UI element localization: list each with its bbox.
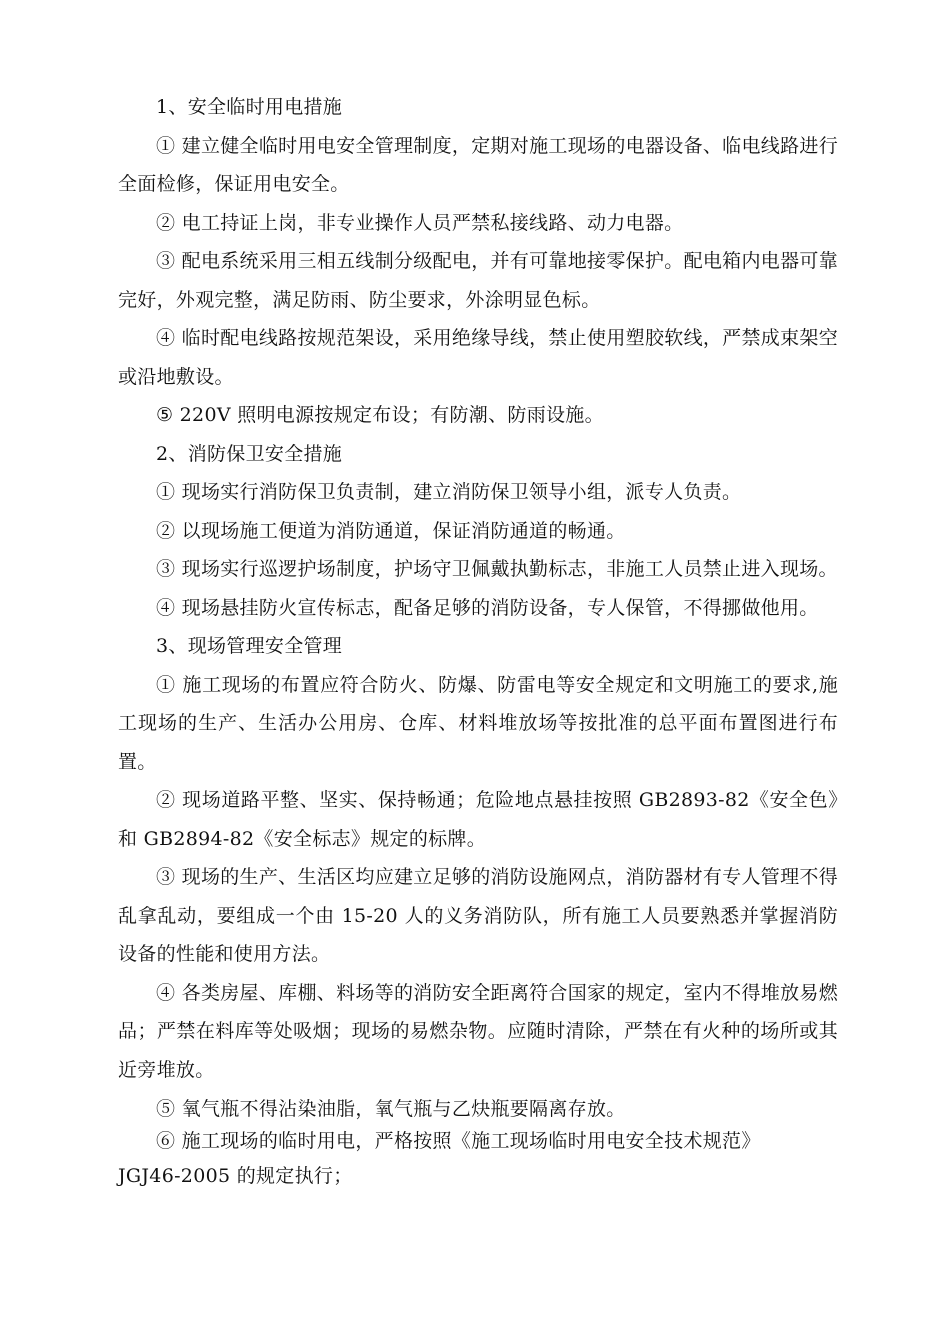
paragraph: ⑤ 220V 照明电源按规定布设；有防潮、防雨设施。 [156,404,604,426]
paragraph: ④ 各类房屋、库棚、料场等的消防安全距离符合国家的规定，室内不得堆放易燃品；严禁在料库等处吸烟；现场的易燃杂物。应随时清除，严禁在有火种的场所或其近旁堆放。 [118,981,838,1081]
paragraph: ④ 临时配电线路按规范架设，采用绝缘导线，禁止使用塑胶软线，严禁成束架空或沿地敷设。 [118,327,838,388]
document-body [118,88,838,1196]
paragraph: ④ 现场悬挂防火宣传标志，配备足够的消防设备，专人保管，不得挪做他用。 [156,596,819,619]
paragraph: ③ 现场实行巡逻护场制度，护场守卫佩戴执勤标志，非施工人员禁止进入现场。 [156,558,838,580]
section-heading-1: 1、安全临时用电措施 [156,96,343,118]
paragraph: ① 建立健全临时用电安全管理制度，定期对施工现场的电器设备、临电线路进行全面检修，保证用电安全。 [118,134,838,195]
paragraph: ① 施工现场的布置应符合防火、防爆、防雷电等安全规定和文明施工的要求,施工现场的生产、生活办公用房、仓库、材料堆放场等按批准的总平面布置图进行布置。 [118,673,838,773]
paragraph: ⑥ 施工现场的临时用电，严格按照《施工现场临时用电安全技术规范》 [156,1130,761,1152]
paragraph-continuation: JGJ46-2005 的规定执行； [118,1165,353,1187]
paragraph: ③ 配电系统采用三相五线制分级配电，并有可靠地接零保护。配电箱内电器可靠完好，外观完整，满足防雨、防尘要求，外涂明显色标。 [118,250,838,311]
paragraph: ② 现场道路平整、坚实、保持畅通；危险地点悬挂按照 GB2893-82《安全色》和 GB2894-82《安全标志》规定的标牌。 [118,789,838,850]
section-heading-3: 3、现场管理安全管理 [156,635,343,657]
paragraph: ① 现场实行消防保卫负责制，建立消防保卫领导小组，派专人负责。 [156,481,742,503]
paragraph: ② 电工持证上岗，非专业操作人员严禁私接线路、动力电器。 [156,211,684,234]
paragraph: ③ 现场的生产、生活区均应建立足够的消防设施网点，消防器材有专人管理不得乱拿乱动，要组成一个由 15-20 人的义务消防队，所有施工人员要熟悉并掌握消防设备的性能和使用方法。 [118,866,838,965]
section-heading-2: 2、消防保卫安全措施 [156,442,343,465]
paragraph: ⑤ 氧气瓶不得沾染油脂，氧气瓶与乙炔瓶要隔离存放。 [156,1098,626,1120]
paragraph: ② 以现场施工便道为消防通道，保证消防通道的畅通。 [156,519,626,542]
